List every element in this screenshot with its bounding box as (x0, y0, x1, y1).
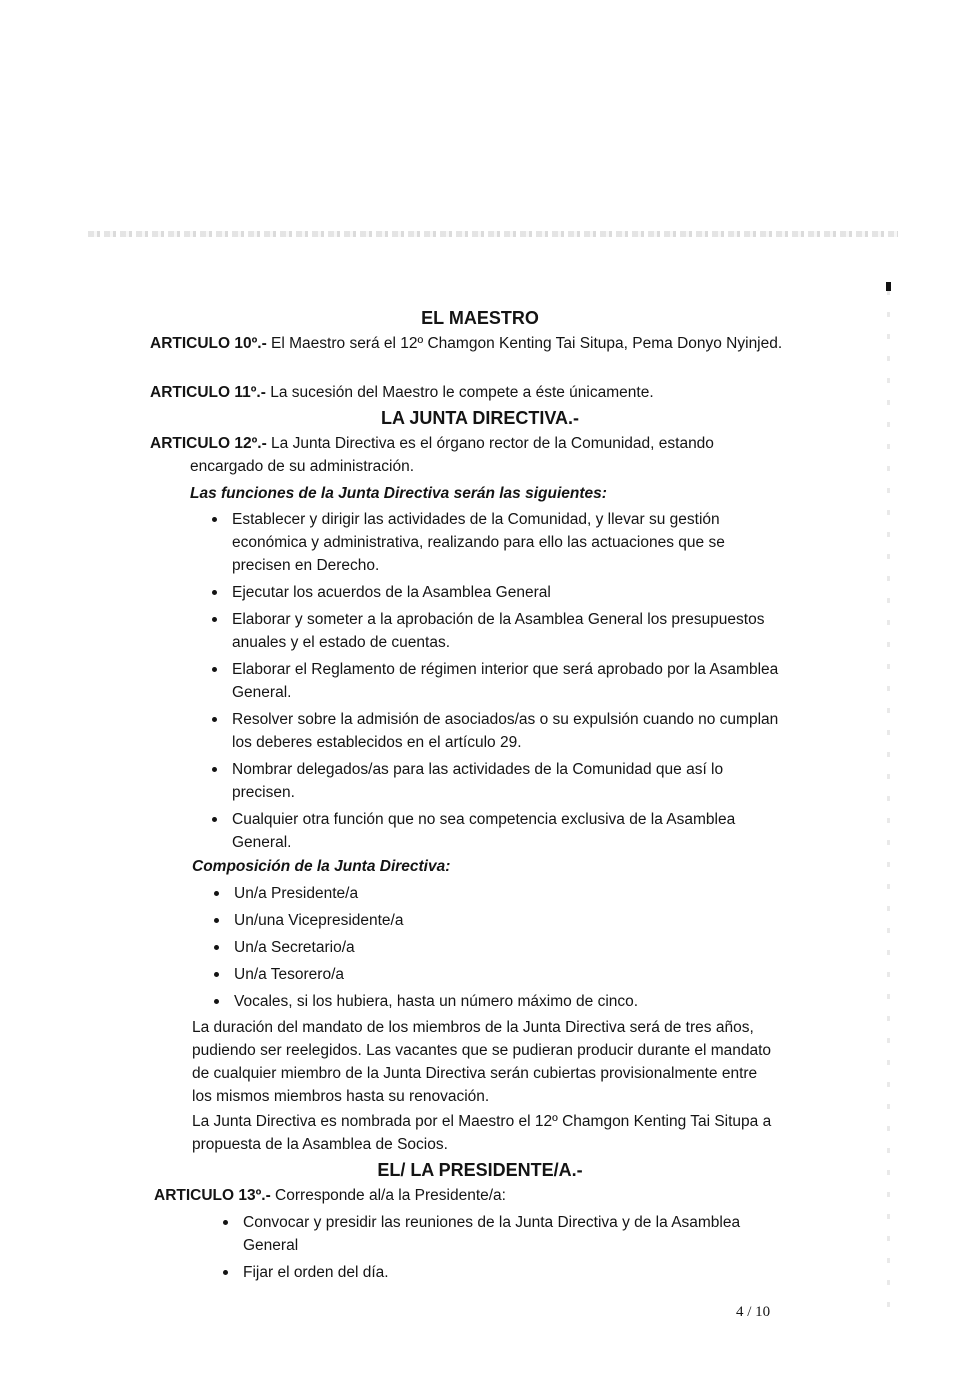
heading-presidente: EL/ LA PRESIDENTE/A.- (377, 1160, 583, 1180)
list-item: Un/a Secretario/a (234, 936, 784, 959)
list-item: Elaborar y someter a la aprobación de la Asamblea General los presupuestos anuales y el estado de cuentas. (232, 608, 782, 654)
list-item: Vocales, si los hubiera, hasta un número máximo de cinco. (234, 990, 784, 1013)
funciones-title: Las funciones de la Junta Directiva serán las siguientes: (190, 485, 607, 502)
articulo-10 (150, 332, 790, 355)
articulo-11-text: La sucesión del Maestro le compete a éste únicamente. (265, 384, 654, 401)
articulo-12-text: La Junta Directiva es el órgano rector de la Comunidad, estando (266, 435, 714, 452)
articulo-13 (154, 1184, 794, 1207)
list-item: Un/a Tesorero/a (234, 963, 784, 986)
list-item: Convocar y presidir las reuniones de la Junta Directiva y de la Asamblea General (243, 1211, 788, 1257)
list-item: Elaborar el Reglamento de régimen interior que será aprobado por la Asamblea General. (232, 658, 782, 704)
heading-junta-directiva: LA JUNTA DIRECTIVA.- (381, 408, 579, 428)
heading-el-maestro: EL MAESTRO (421, 308, 539, 328)
list-item: Nombrar delegados/as para las actividades de la Comunidad que así lo precisen. (232, 758, 782, 804)
nombramiento-paragraph: La Junta Directiva es nombrada por el Maestro el 12º Chamgon Kenting Tai Situpa a propuesta de la Asamblea de Socios. (192, 1113, 772, 1153)
presidente-list (243, 1211, 788, 1288)
articulo-10-label: ARTICULO 10º.- (150, 335, 267, 352)
list-item: Resolver sobre la admisión de asociados/as o su expulsión cuando no cumplan los deberes establecidos en el artículo 29. (232, 708, 782, 754)
articulo-11-label: ARTICULO 11º.- (150, 384, 266, 401)
list-item: Establecer y dirigir las actividades de la Comunidad, y llevar su gestión económica y administrativa, realizando para ello las actuaciones que se precisen en Derecho. (232, 508, 782, 577)
list-item: Cualquier otra función que no sea competencia exclusiva de la Asamblea General. (232, 808, 782, 854)
list-item: Un/a Presidente/a (234, 882, 784, 905)
list-item: Ejecutar los acuerdos de la Asamblea General (232, 581, 782, 604)
composicion-list (234, 882, 784, 1017)
articulo-12-label: ARTICULO 12º.- (150, 435, 267, 452)
articulo-10-text: El Maestro será el 12º Chamgon Kenting Tai Situpa, Pema Donyo Nyinjed. (266, 335, 783, 352)
articulo-12-continuation: encargado de su administración. (190, 458, 415, 475)
list-item: Fijar el orden del día. (243, 1261, 788, 1284)
articulo-12 (150, 432, 790, 455)
duracion-paragraph: La duración del mandato de los miembros de la Junta Directiva será de tres años, pudiendo ser reelegidos. Las vacantes que se pudieran producir durante el mandato de cualquier miembro de la Junta Directiva serán cubiertas provisionalmente entre los mismos miembros hasta su renovación. (192, 1019, 772, 1105)
articulo-13-text: Corresponde al/a la Presidente/a: (270, 1187, 506, 1204)
composicion-title: Composición de la Junta Directiva: (192, 858, 451, 875)
page-number: 4 / 10 (736, 1304, 771, 1320)
list-item: Un/una Vicepresidente/a (234, 909, 784, 932)
articulo-11 (150, 381, 790, 404)
articulo-13-label: ARTICULO 13º.- (154, 1187, 271, 1204)
funciones-list (232, 508, 782, 858)
